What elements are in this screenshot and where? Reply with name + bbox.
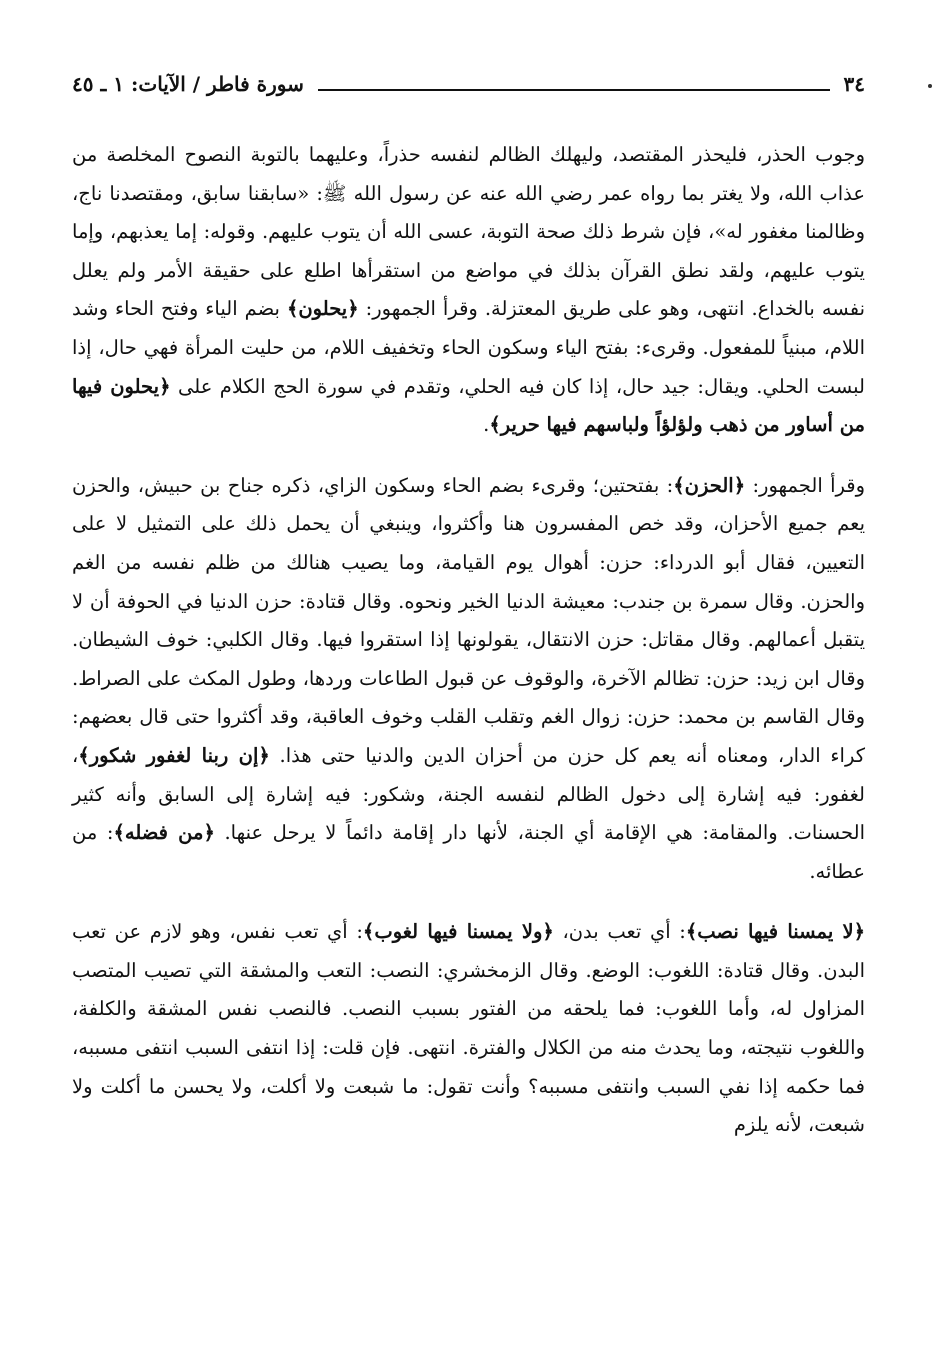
quran-verse: ﴿الحزن﴾	[673, 473, 746, 497]
quran-verse: ﴿يحلون﴾	[286, 297, 359, 321]
text-run: : أي تعب بدن،	[553, 920, 686, 944]
paragraph	[72, 136, 865, 445]
running-header	[72, 70, 865, 98]
body-text	[72, 136, 865, 1145]
paragraph	[72, 467, 865, 892]
paragraph	[72, 913, 865, 1145]
text-run: بضم الياء وفتح الحاء وشد اللام، مبنياً للمفعول. وقرىء: بفتح الياء وسكون الحاء وتخفيف اللام، من حليت المرأة فهي حال، إذا لبست الحلي. ويقال: جيد حال، إذا كان فيه الحلي، وتقدم في سورة الحج الكلام على	[72, 297, 865, 398]
text-run: : أي تعب نفس، وهو لازم عن تعب البدن. وقال قتادة: اللغوب: الوضع. وقال الزمخشري: النصب: التعب والمشقة التي تصيب المتصب المزاول له، وأما اللغوب: فما يلحقه من الفتور بسبب النصب. فالنصب نفس المشقة والكلفة، واللغوب نتيجته، وما يحدث منه من الكلال والفترة. انتهى. فإن قلت: إذا انتفى السبب انتفى مسببه، فما حكمه إذا نفي السبب وانتفى مسببه؟ وأنت تقول: ما شبعت ولا أكلت، ولا يحسن ما أكلت ولا شبعت، لأنه يلزم	[72, 920, 865, 1137]
quran-verse: ﴿إن ربنا لغفور شكور﴾	[78, 743, 270, 767]
text-run: وجوب الحذر، فليحذر المقتصد، وليهلك الظالم لنفسه حذراً، وعليهما بالتوبة النصوح المخلصة من عذاب الله، ولا يغتر بما رواه عمر رضي الله عنه عن رسول الله ﷺ: «سابقنا سابق، ومقتصدنا ناج، وظالمنا مغفور له»، فإن شرط ذلك صحة التوبة، عسى الله أن يتوب عليهم. وقوله: إما يعذبهم، وإما يتوب عليهم، ولقد نطق القرآن بذلك في مواضع من استقرأها اطلع على حقيقة الأمر ولم يعلل نفسه بالخداع. انتهى، وهو على طريق المعتزلة. وقرأ الجمهور:	[72, 143, 865, 321]
surah-title: سورة فاطر / الآيات: ١ ـ ٤٥	[72, 72, 304, 96]
page-number: ٣٤	[843, 72, 865, 96]
scan-dot	[928, 84, 932, 88]
header-rule	[318, 89, 830, 91]
text-run: : من عطائه.	[72, 821, 865, 883]
quran-verse: ﴿من فضله﴾	[113, 821, 215, 845]
text-run: .	[483, 413, 490, 437]
quran-verse: ﴿يحلون فيها من أساور من ذهب ولؤلؤاً ولباسهم فيها حرير﴾	[72, 374, 865, 437]
text-run: : بفتحتين؛ وقرىء بضم الحاء وسكون الزاي، ذكره جناح بن حبيش، والحزن يعم جميع الأحزان، وقد خص المفسرون هنا وأكثروا، وينبغي أن يحمل ذلك على التمثيل لا على التعيين، فقال أبو الدرداء: حزن: أهوال يوم القيامة، وما يصيب هنالك من ظلم نفسه من الغم والحزن. وقال سمرة بن جندب: معيشة الدنيا الخير ونحوه. وقال قتادة: حزن الدنيا في الحوفة أن لا يتقبل أعمالهم. وقال مقاتل: حزن الانتقال، يقولونها إذا استقروا فيها. وقال الكلبي: خوف الشيطان. وقال ابن زيد: حزن: تظالم الآخرة، والوقوف عن قبول الطاعات وردها، وطول المكث على الصراط. وقال القاسم بن محمد: حزن: زوال الغم وتقلب القلب وخوف العاقبة، وقد أكثروا حتى قال بعضهم: كراء الدار، ومعناه أنه يعم كل حزن من أحزان الدين والدنيا حتى هذا.	[72, 473, 865, 767]
text-run: وقرأ الجمهور:	[745, 473, 865, 497]
quran-verse: ﴿لا يمسنا فيها نصب﴾	[685, 920, 866, 944]
text-run: ، لغفور: فيه إشارة إلى دخول الظالم لنفسه الجنة، وشكور: فيه إشارة إلى السابق وأنه كثير الحسنات. والمقامة: هي الإقامة أي الجنة، لأنها دار إقامة دائماً لا يرحل عنها.	[72, 743, 865, 845]
quran-verse: ﴿ولا يمسنا فيها لغوب﴾	[362, 920, 554, 944]
